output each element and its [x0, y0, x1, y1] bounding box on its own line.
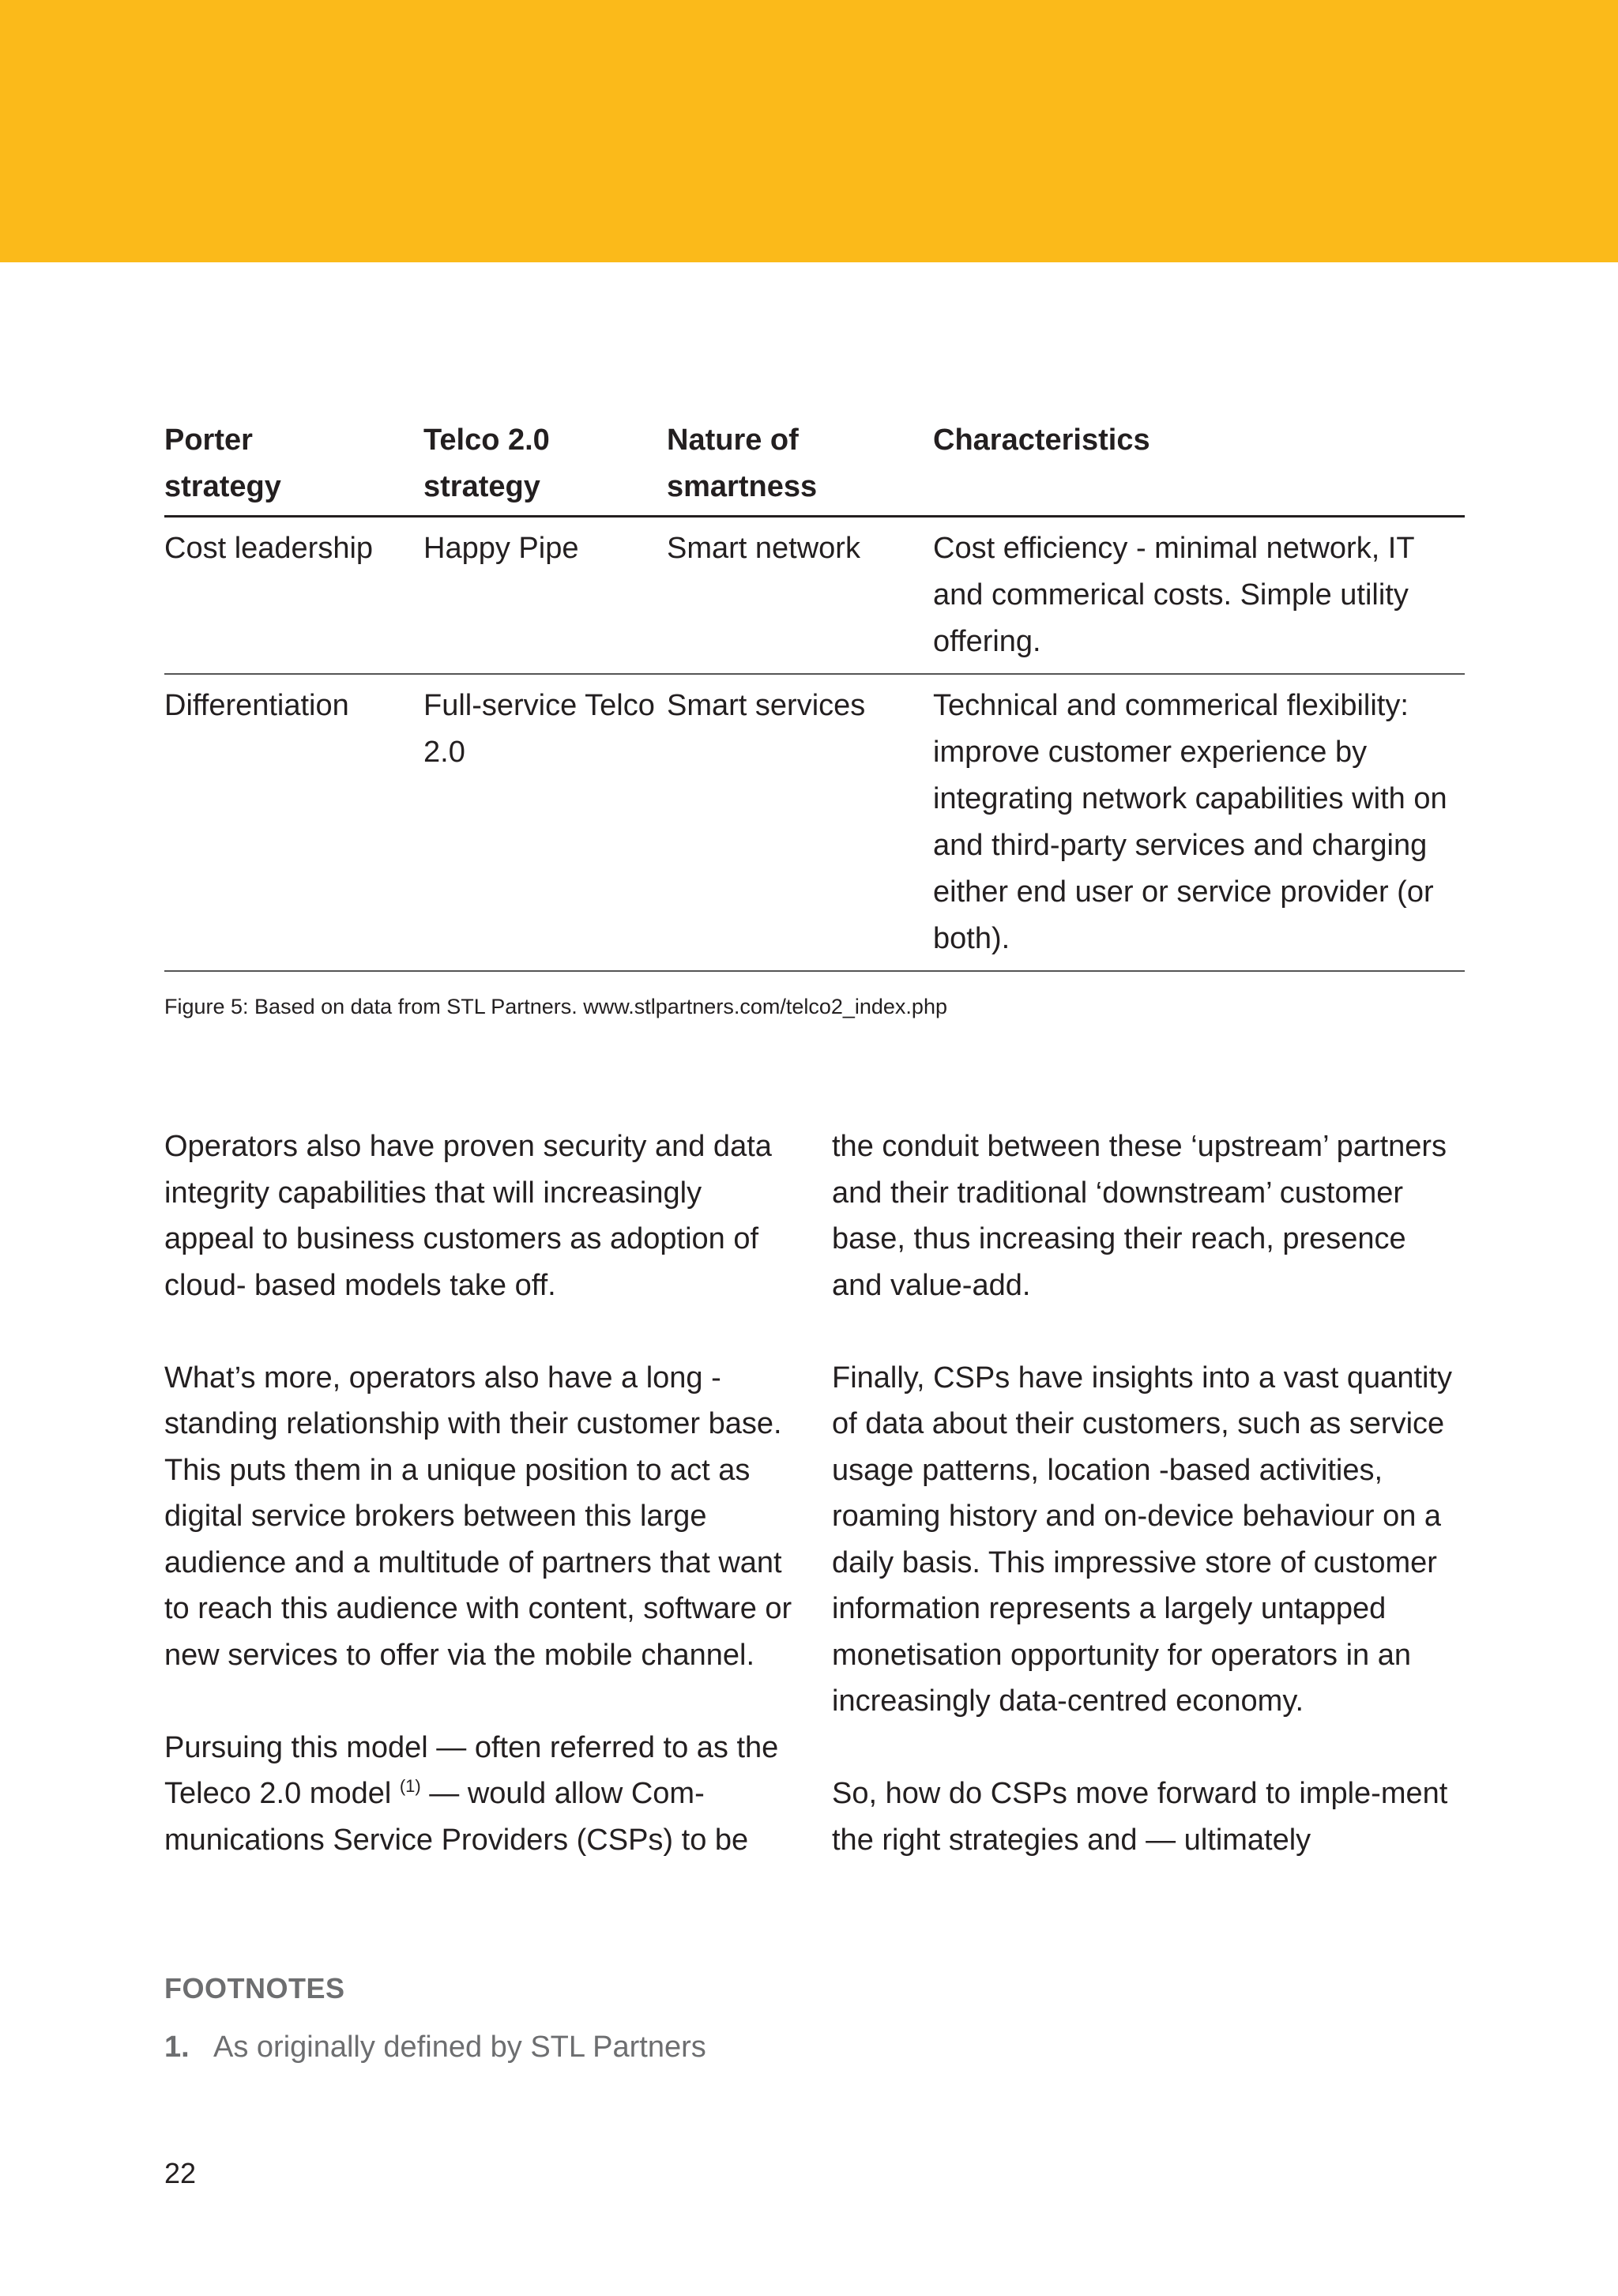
- paragraph: What’s more, operators also have a long -standing relationship with their customer base. This puts them in a unique position to act as digital service brokers between this large audience and a multitude of partners that want to reach this audience with content, software or new services to offer via the mobile channel.: [164, 1361, 792, 1672]
- cell-nature-of-smartness: Smart services: [667, 674, 933, 971]
- paragraph: the conduit between these ‘upstream’ partners and their traditional ‘downstream’ customer base, thus increasing their reach, presence and value-add.: [832, 1130, 1447, 1302]
- cell-telco-strategy: Full-service Telco 2.0: [423, 674, 667, 971]
- cell-characteristics: Cost efficiency - minimal network, IT and commerical costs. Simple utility offering.: [933, 517, 1465, 675]
- body-column-left: [164, 1124, 796, 1863]
- table-row: [164, 517, 1465, 675]
- table-header-row: [164, 417, 1465, 517]
- cell-porter-strategy: Cost leadership: [164, 517, 423, 675]
- table-row: [164, 674, 1465, 971]
- column-header-characteristics: Characteristics: [933, 417, 1465, 517]
- paragraph: So, how do CSPs move forward to imple-ment the right strategies and — ultimately: [832, 1777, 1448, 1857]
- body-column-right: [832, 1124, 1464, 1863]
- figure-caption: Figure 5: Based on data from STL Partners. www.stlpartners.com/telco2_index.php: [164, 995, 947, 1018]
- cell-telco-strategy: Happy Pipe: [423, 517, 667, 675]
- cell-characteristics: Technical and commerical flexibility: improve customer experience by integrating network capabilities with on and third-party services and charging either end user or service provider (or both).: [933, 674, 1465, 971]
- strategy-table: [164, 417, 1465, 972]
- cell-nature-of-smartness: Smart network: [667, 517, 933, 675]
- paragraph: Operators also have proven security and data integrity capabilities that will increasingly appeal to business customers as adoption of cloud- based models take off.: [164, 1130, 772, 1302]
- header-color-band: [0, 0, 1618, 262]
- paragraph: Finally, CSPs have insights into a vast quantity of data about their customers, such as service usage patterns, location -based activities, roaming history and on-device behaviour on a daily basis. This impressive store of customer information represents a largely untapped monetisation opportunity for operators in an increasingly data-centred economy.: [832, 1361, 1453, 1718]
- paragraph-text: Pursuing this model — often referred to as the Teleco 2.0 model: [164, 1730, 779, 1810]
- footnote-number: 1.: [164, 2031, 190, 2064]
- footnote-item: [164, 2031, 706, 2065]
- column-header-nature-of-smartness: Nature of smartness: [667, 417, 933, 517]
- column-header-telco-strategy: Telco 2.0 strategy: [423, 417, 667, 517]
- paragraph-text: — would allow Com-munications Service Providers (CSPs) to be: [164, 1777, 749, 1857]
- cell-porter-strategy: Differentiation: [164, 674, 423, 971]
- column-header-porter-strategy: Porter strategy: [164, 417, 423, 517]
- paragraph: [164, 1725, 796, 1864]
- footnote-text: As originally defined by STL Partners: [213, 2031, 706, 2064]
- page-number: 22: [164, 2157, 197, 2189]
- footnote-reference[interactable]: (1): [399, 1776, 421, 1796]
- footnotes-heading: FOOTNOTES: [164, 1972, 345, 2004]
